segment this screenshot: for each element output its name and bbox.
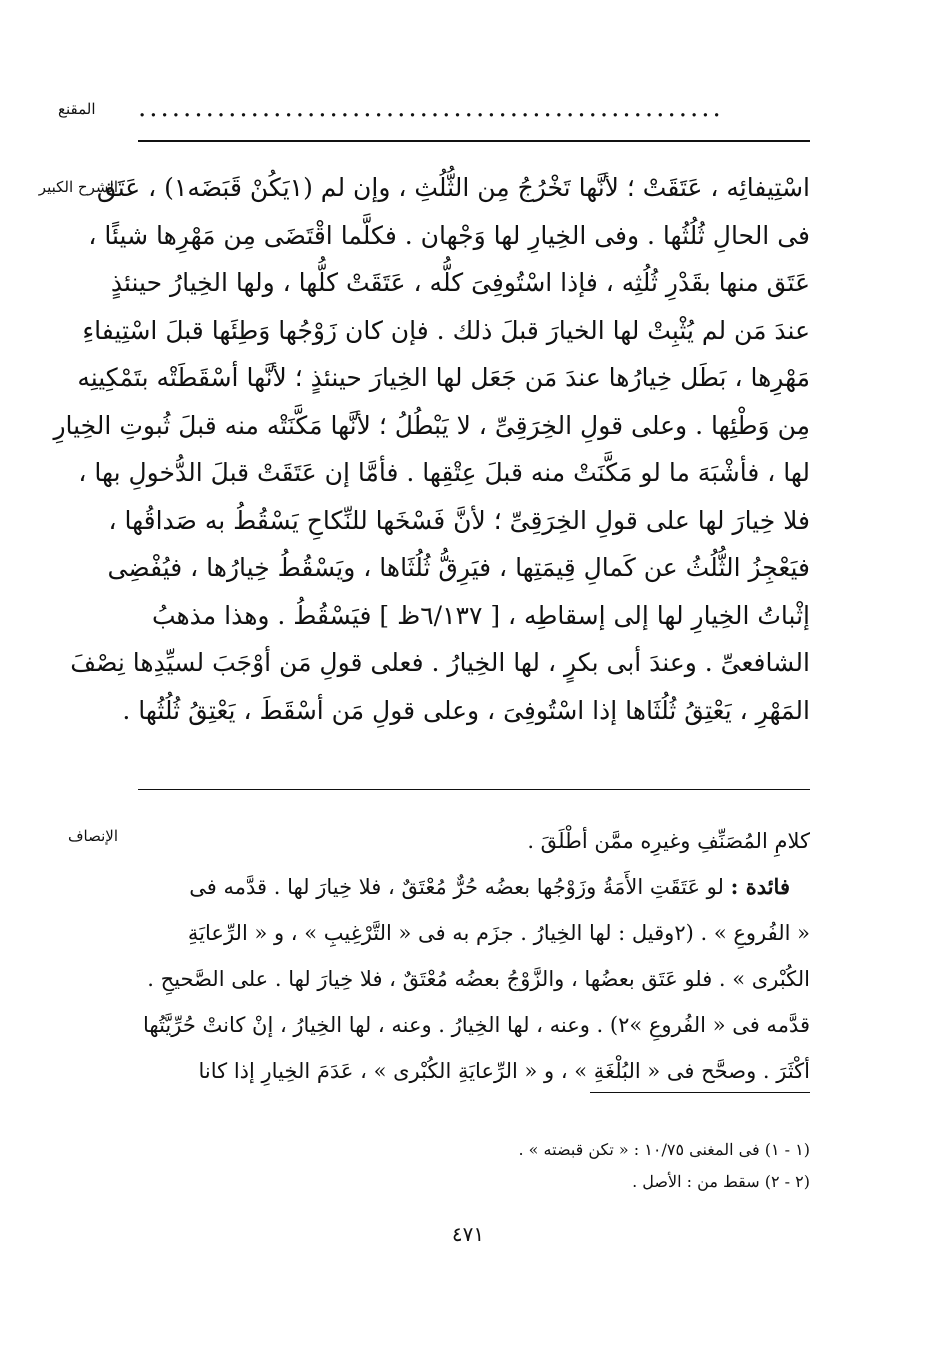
section-divider	[138, 789, 810, 790]
header-dotted-leader: ....................................................	[138, 93, 724, 123]
insaf-line: الكُبْرى » . فلو عَتَق بعضُها ، والزَّوْجُ بعضُه مُعْتَقٌ ، فلا خِيارَ لها . على الصَّحيحِ .	[147, 967, 810, 991]
header-rule	[138, 140, 810, 142]
sharh-line: اسْتِيفائِه ، عَتَقَتْ ؛ لأنَّها تَخْرُجُ مِن الثُّلُثِ ، وإن لم (١يَكُنْ قَبَضَه١) ، عَتَق	[96, 173, 810, 202]
page-number: ٤٧١	[451, 1222, 485, 1246]
insaf-line: « الفُروعِ » . (٢وقيل : لها الخِيارُ . جزَم به فى « التَّرْغِيبِ » ، و « الرِّعايَةِ	[187, 921, 810, 945]
footnote: (٢ - ٢) سقط من : الأصل .	[632, 1172, 810, 1191]
footnote-rule	[590, 1092, 810, 1093]
sharh-line: عَتَق منها بقَدْرِ ثُلُثِه ، فإذا اسْتُوفِىَ كلُّه ، عَتَقَتْ كلُّها ، ولها الخِيارُ حينئذٍ	[110, 268, 810, 297]
insaf-line: قدَّمه فى « الفُروعِ »٢) . وعنه ، لها الخِيارُ . وعنه ، لها الخِيارُ ، إنْ كانتْ حُرِّيَّتُها	[142, 1013, 810, 1037]
sharh-line: المَهْرِ ، يَعْتِقُ ثُلُثَاها إذا اسْتُوفِىَ ، وعلى قولِ مَن أسْقَطَ ، يَعْتِقُ ثُلُثُها .	[122, 695, 810, 725]
section-label-sharh: الشرح الكبير	[38, 178, 118, 196]
insaf-line: كلامِ المُصَنِّفِ وغيرِه ممَّن أطْلَقَ .	[527, 829, 810, 853]
insaf-line-text: لو عَتَقَتِ الأَمَةُ وزَوْجُها بعضُه حُرٌّ مُعْتَقٌ ، فلا خِيارَ لها . قدَّمه فى	[189, 875, 724, 899]
section-label-insaf: الإنصاف	[67, 827, 118, 845]
sharh-line: لها ، فأشْبَهَ ما لو مَكَّنَتْ منه قبلَ عِتْقِها . فأمَّا إن عَتَقَتْ قبلَ الدُّخولِ بها ،	[78, 458, 810, 487]
benefit-label: فائدة :	[730, 874, 790, 899]
footnotes	[400, 1134, 810, 1198]
insaf-text-block	[120, 818, 810, 1094]
sharh-line: عندَ مَن لم يُثْبِتْ لها الخيارَ قبلَ ذلك . فإن كان زَوْجُها وَطِئَها قبلَ اسْتِيفاءِ	[82, 315, 810, 345]
running-header-title: المقنع	[58, 100, 96, 118]
sharh-line: إثْباتُ الخِيارِ لها إلى إسقاطِه ، [ ٦/١٣٧ظ ] فيَسْقُطُ . وهذا مذهبُ	[151, 600, 810, 630]
sharh-line: مَهْرِها ، بَطَل خِيارُها عندَ مَن جَعَل لها الخِيارَ حينئذٍ ؛ لأنَّها أسْقَطَتْه بتَمْكِينِه	[77, 363, 810, 392]
footnote: (١ - ١) فى المغنى ١٠/٧٥ : « تكن قبضته » .	[518, 1140, 810, 1159]
insaf-benefit-line	[120, 864, 810, 910]
sharh-line: فلا خِيارَ لها على قولِ الخِرَقِىِّ ؛ لأنَّ فَسْخَها للنِّكاحِ يَسْقُطُ به صَداقُها ،	[108, 505, 810, 535]
sharh-line: مِن وَطْئِها . وعلى قولِ الخِرَقِىِّ ، لا يَبْطُلُ ؛ لأنَّها مَكَّنَتْه منه قبلَ ثُبوتِ الخِيارِ	[53, 410, 810, 440]
sharh-line: فى الحالِ ثُلُثُها . وفى الخِيارِ لها وَجْهان . فكلَّما اقْتَضَى مِن مَهْرِها شيئًا ،	[88, 220, 810, 250]
sharh-line: فيَعْجِزُ الثُّلُثُ عن كَمالِ قِيمَتِها ، فيَرِقُّ ثُلُثَاها ، ويَسْقُطُ خِيارُها ، فيُفْضِى	[107, 553, 810, 582]
insaf-line: أكْثَرَ . وصحَّح فى « البُلْغَةِ » ، و « الرِّعايَةِ الكُبْرى » ، عَدَمَ الخِيارِ إذا كانا	[198, 1059, 810, 1083]
sharh-line: الشافعىِّ . وعندَ أبى بكرٍ ، لها الخِيارُ . فعلى قولِ مَن أوْجَبَ لسيِّدِها نِصْفَ	[70, 648, 810, 677]
